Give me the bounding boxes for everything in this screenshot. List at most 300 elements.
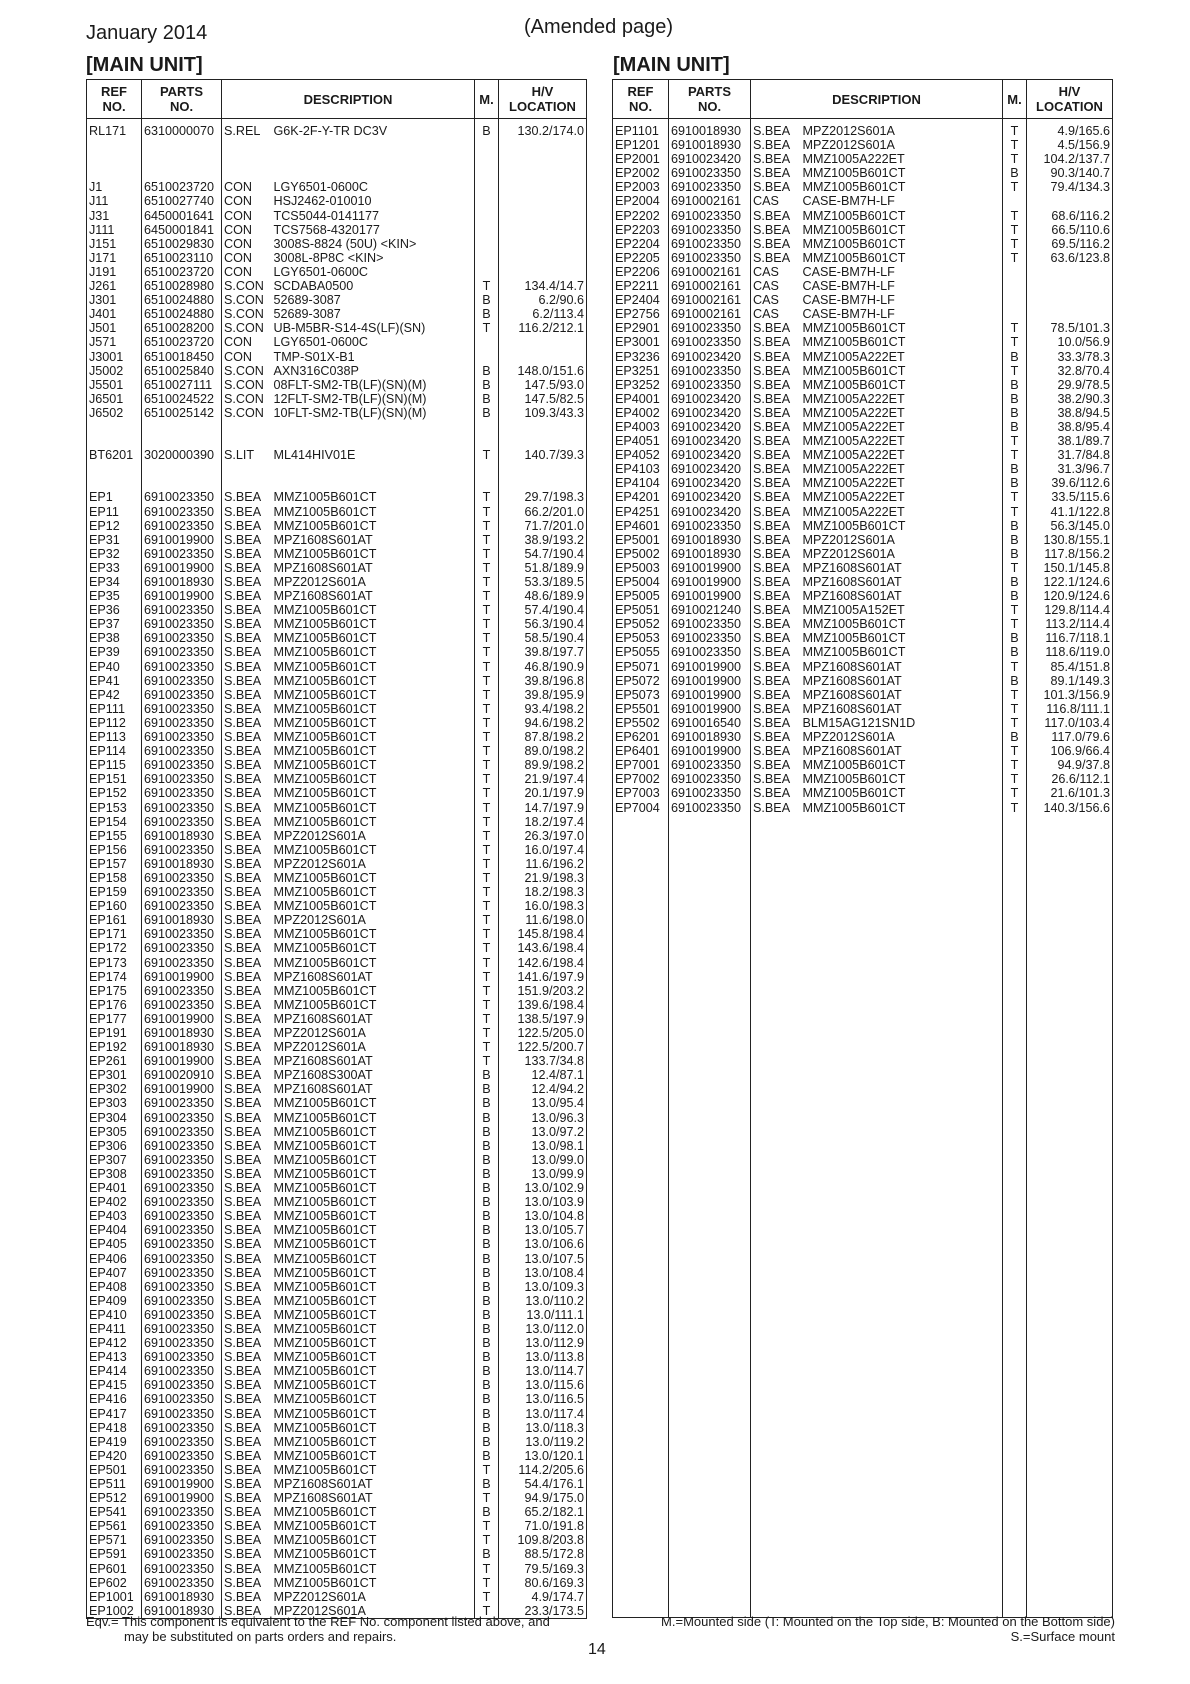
- mount-side: [475, 335, 499, 349]
- hv-location: 21.6/101.3: [1027, 786, 1113, 800]
- hv-location: 66.5/110.6: [1027, 223, 1113, 237]
- parts-no: 6910018930: [142, 1604, 222, 1619]
- hv-location: 143.6/198.4: [499, 941, 587, 955]
- parts-no: 6510028200: [142, 321, 222, 335]
- mount-side: T: [475, 998, 499, 1012]
- description: 10FLT-SM2-TB(LF)(SN)(M): [270, 406, 475, 420]
- table-row: [613, 730, 1113, 744]
- description: 3008S-8824 (50U) <KIN>: [270, 237, 475, 251]
- parts-no: 6510024880: [142, 293, 222, 307]
- ref-no: EP5501: [613, 702, 669, 716]
- mount-side: T: [1003, 801, 1027, 815]
- parts-no: 6910023350: [142, 1364, 222, 1378]
- hv-location: 31.3/96.7: [1027, 462, 1113, 476]
- category: S.BEA: [222, 956, 270, 970]
- parts-no: 6910023350: [142, 1350, 222, 1364]
- parts-no: 6910023350: [142, 998, 222, 1012]
- description: MMZ1005B601CT: [270, 843, 475, 857]
- mount-side: B: [1003, 519, 1027, 533]
- table-row: [87, 1505, 587, 1519]
- table-row: [613, 307, 1113, 321]
- parts-no: 6910019900: [669, 561, 751, 575]
- mount-side: T: [475, 674, 499, 688]
- mount-side: B: [475, 1421, 499, 1435]
- description: MPZ1608S601AT: [270, 1054, 475, 1068]
- table-row: [613, 660, 1113, 674]
- mount-side: T: [1003, 152, 1027, 166]
- ref-no: J191: [87, 265, 142, 279]
- ref-no: EP304: [87, 1111, 142, 1125]
- category: S.BEA: [751, 321, 799, 335]
- description: MMZ1005B601CT: [270, 885, 475, 899]
- ref-no: EP409: [87, 1294, 142, 1308]
- mount-side: B: [475, 1308, 499, 1322]
- hv-location: 13.0/109.3: [499, 1280, 587, 1294]
- ref-no: EP2206: [613, 265, 669, 279]
- description: MPZ1608S601AT: [799, 575, 1003, 589]
- mount-side: [1003, 279, 1027, 293]
- parts-no: 6910023350: [142, 1533, 222, 1547]
- ref-no: EP601: [87, 1562, 142, 1576]
- ref-no: EP39: [87, 645, 142, 659]
- table-row: [87, 519, 587, 533]
- ref-no: EP177: [87, 1012, 142, 1026]
- table-row: [87, 119, 587, 139]
- ref-no: J1: [87, 180, 142, 194]
- parts-no: 6910002161: [669, 293, 751, 307]
- hv-location: 71.0/191.8: [499, 1519, 587, 1533]
- description: MMZ1005B601CT: [270, 1223, 475, 1237]
- parts-no: 6910023350: [142, 899, 222, 913]
- hv-location: 13.0/105.7: [499, 1223, 587, 1237]
- hv-location: [499, 420, 587, 434]
- category: S.BEA: [222, 1026, 270, 1040]
- ref-no: EP402: [87, 1195, 142, 1209]
- description: MMZ1005A222ET: [799, 448, 1003, 462]
- hv-location: 122.5/200.7: [499, 1040, 587, 1054]
- page-date: January 2014: [86, 22, 208, 44]
- parts-no: 6910019900: [669, 688, 751, 702]
- category: S.CON: [222, 293, 270, 307]
- parts-no: 6910023350: [142, 1167, 222, 1181]
- parts-no: 6910019900: [669, 702, 751, 716]
- hv-location: 147.5/82.5: [499, 392, 587, 406]
- category: S.BEA: [222, 617, 270, 631]
- category: S.BEA: [222, 575, 270, 589]
- hv-location: 13.0/107.5: [499, 1252, 587, 1266]
- table-row: [613, 223, 1113, 237]
- description: MMZ1005B601CT: [270, 1167, 475, 1181]
- mount-side: T: [1003, 688, 1027, 702]
- table-row: [87, 772, 587, 786]
- parts-no: 6910023350: [142, 730, 222, 744]
- mount-side: B: [475, 1237, 499, 1251]
- description: MPZ1608S601AT: [270, 970, 475, 984]
- hv-location: 89.0/198.2: [499, 744, 587, 758]
- ref-no: EP1101: [613, 119, 669, 139]
- hv-location: [499, 462, 587, 476]
- parts-no: 6910019900: [669, 575, 751, 589]
- hv-location: 117.0/79.6: [1027, 730, 1113, 744]
- category: S.BEA: [222, 547, 270, 561]
- hv-location: 116.8/111.1: [1027, 702, 1113, 716]
- mount-side: T: [475, 899, 499, 913]
- table-row: [87, 237, 587, 251]
- ref-no: EP511: [87, 1477, 142, 1491]
- table-row: [87, 1153, 587, 1167]
- category: S.BEA: [751, 166, 799, 180]
- description: MMZ1005B601CT: [270, 1392, 475, 1406]
- category: S.BEA: [222, 927, 270, 941]
- description: MMZ1005B601CT: [270, 547, 475, 561]
- table-row: [613, 180, 1113, 194]
- description: CASE-BM7H-LF: [799, 265, 1003, 279]
- table-row: [87, 561, 587, 575]
- table-row: [87, 815, 587, 829]
- description: MMZ1005B601CT: [270, 1125, 475, 1139]
- description: MPZ1608S601AT: [799, 561, 1003, 575]
- ref-no: EP7003: [613, 786, 669, 800]
- ref-no: EP5001: [613, 533, 669, 547]
- hv-location: 23.3/173.5: [499, 1604, 587, 1619]
- parts-no: 6910019900: [142, 561, 222, 575]
- mount-side: T: [475, 801, 499, 815]
- parts-no: 6910023350: [142, 927, 222, 941]
- table-row: [613, 519, 1113, 533]
- ref-no: EP306: [87, 1139, 142, 1153]
- hv-location: 117.8/156.2: [1027, 547, 1113, 561]
- hv-location: [499, 180, 587, 194]
- description: MMZ1005B601CT: [270, 519, 475, 533]
- mount-side: T: [1003, 758, 1027, 772]
- parts-no: 6910019900: [142, 1082, 222, 1096]
- hv-location: 104.2/137.7: [1027, 152, 1113, 166]
- hv-location: [499, 350, 587, 364]
- hv-location: 140.7/39.3: [499, 448, 587, 462]
- table-row: [87, 1322, 587, 1336]
- table-row: [87, 801, 587, 815]
- table-row: [87, 166, 587, 180]
- ref-no: EP1001: [87, 1590, 142, 1604]
- description: MPZ1608S601AT: [270, 561, 475, 575]
- hv-location: 46.8/190.9: [499, 660, 587, 674]
- mount-side: B: [475, 1082, 499, 1096]
- description: MMZ1005A222ET: [799, 434, 1003, 448]
- hv-location: 122.1/124.6: [1027, 575, 1113, 589]
- description: ML414HIV01E: [270, 448, 475, 462]
- description: MMZ1005A152ET: [799, 603, 1003, 617]
- table-row: [87, 913, 587, 927]
- mount-side: T: [475, 857, 499, 871]
- table-row: [87, 1477, 587, 1491]
- ref-no: EP35: [87, 589, 142, 603]
- category: S.BEA: [222, 1040, 270, 1054]
- ref-no: J11: [87, 194, 142, 208]
- ref-no: EP172: [87, 941, 142, 955]
- ref-no: [87, 420, 142, 434]
- ref-no: EP301: [87, 1068, 142, 1082]
- description: [270, 420, 475, 434]
- category: S.BEA: [751, 406, 799, 420]
- mount-side: T: [475, 1026, 499, 1040]
- table-row: [87, 1562, 587, 1576]
- category: S.BEA: [751, 758, 799, 772]
- ref-no: EP159: [87, 885, 142, 899]
- table-row: [87, 1139, 587, 1153]
- mount-side: T: [1003, 702, 1027, 716]
- mount-side: T: [475, 490, 499, 504]
- parts-no: 6910023350: [142, 1421, 222, 1435]
- table-row: [87, 378, 587, 392]
- parts-no: 6910016540: [669, 716, 751, 730]
- parts-no: 6910023350: [669, 335, 751, 349]
- mount-side: [475, 138, 499, 152]
- description: MMZ1005B601CT: [270, 490, 475, 504]
- parts-no: 6910023350: [142, 1252, 222, 1266]
- mount-side: T: [475, 772, 499, 786]
- parts-no: 6910023350: [669, 631, 751, 645]
- hv-location: 94.9/175.0: [499, 1491, 587, 1505]
- table-row: [87, 265, 587, 279]
- category: S.BEA: [222, 1505, 270, 1519]
- category: S.BEA: [751, 364, 799, 378]
- mount-side: T: [475, 589, 499, 603]
- table-row: [87, 702, 587, 716]
- hv-location: 89.9/198.2: [499, 758, 587, 772]
- description: HSJ2462-010010: [270, 194, 475, 208]
- ref-no: J301: [87, 293, 142, 307]
- mount-side: B: [475, 1153, 499, 1167]
- parts-no: 6510023720: [142, 335, 222, 349]
- category: S.BEA: [222, 674, 270, 688]
- parts-no: 6310000070: [142, 119, 222, 139]
- table-row: [613, 476, 1113, 490]
- hv-location: 39.8/196.8: [499, 674, 587, 688]
- parts-no: 6910023350: [669, 209, 751, 223]
- category: S.BEA: [751, 645, 799, 659]
- description: MMZ1005B601CT: [799, 180, 1003, 194]
- ref-no: EP408: [87, 1280, 142, 1294]
- description: MMZ1005B601CT: [270, 1547, 475, 1561]
- ref-no: EP4103: [613, 462, 669, 476]
- mount-side: T: [475, 730, 499, 744]
- description: MMZ1005B601CT: [270, 772, 475, 786]
- mount-side: [1003, 307, 1027, 321]
- ref-no: EP158: [87, 871, 142, 885]
- ref-no: EP5002: [613, 547, 669, 561]
- mount-side: B: [1003, 392, 1027, 406]
- ref-no: EP561: [87, 1519, 142, 1533]
- mount-side: T: [475, 533, 499, 547]
- ref-no: EP2211: [613, 279, 669, 293]
- hv-location: 150.1/145.8: [1027, 561, 1113, 575]
- description: MMZ1005B601CT: [799, 223, 1003, 237]
- description: MMZ1005B601CT: [270, 1308, 475, 1322]
- hv-location: 71.7/201.0: [499, 519, 587, 533]
- mount-side: T: [475, 829, 499, 843]
- category: CON: [222, 194, 270, 208]
- parts-no: 6910023350: [142, 1125, 222, 1139]
- category: S.BEA: [751, 119, 799, 139]
- parts-no: 6910023350: [142, 744, 222, 758]
- ref-no: EP1002: [87, 1604, 142, 1619]
- parts-no: 6910023350: [142, 1195, 222, 1209]
- category: S.BEA: [222, 1336, 270, 1350]
- mount-side: T: [475, 843, 499, 857]
- ref-no: EP7004: [613, 801, 669, 815]
- ref-no: EP414: [87, 1364, 142, 1378]
- ref-no: RL171: [87, 119, 142, 139]
- parts-no: 6910018930: [669, 533, 751, 547]
- parts-no: 6910023350: [142, 772, 222, 786]
- mount-side: B: [475, 378, 499, 392]
- ref-no: EP418: [87, 1421, 142, 1435]
- description: CASE-BM7H-LF: [799, 293, 1003, 307]
- mount-side: T: [475, 1519, 499, 1533]
- parts-no: 6910023350: [142, 1576, 222, 1590]
- ref-no: EP113: [87, 730, 142, 744]
- table-row: [87, 786, 587, 800]
- description: MMZ1005B601CT: [270, 1336, 475, 1350]
- mount-side: [475, 434, 499, 448]
- description: MMZ1005B601CT: [799, 237, 1003, 251]
- category: S.BEA: [222, 857, 270, 871]
- hv-location: 48.6/189.9: [499, 589, 587, 603]
- parts-no: 6910023350: [142, 758, 222, 772]
- ref-no: EP42: [87, 688, 142, 702]
- description: MMZ1005B601CT: [270, 786, 475, 800]
- category: S.BEA: [751, 223, 799, 237]
- hv-location: 116.7/118.1: [1027, 631, 1113, 645]
- hv-location: 13.0/103.9: [499, 1195, 587, 1209]
- ref-no: EP4251: [613, 505, 669, 519]
- parts-no: 6910023350: [669, 321, 751, 335]
- mount-side: T: [475, 1040, 499, 1054]
- ref-no: EP6401: [613, 744, 669, 758]
- table-row: [87, 660, 587, 674]
- mount-side: T: [1003, 716, 1027, 730]
- parts-no: 6910019900: [142, 1054, 222, 1068]
- hv-location: 26.6/112.1: [1027, 772, 1113, 786]
- table-row: [87, 843, 587, 857]
- category: S.BEA: [222, 1576, 270, 1590]
- table-row: [87, 716, 587, 730]
- hv-location: 18.2/198.3: [499, 885, 587, 899]
- category: S.BEA: [222, 913, 270, 927]
- description: MPZ2012S601A: [270, 829, 475, 843]
- category: S.BEA: [751, 547, 799, 561]
- hv-location: 93.4/198.2: [499, 702, 587, 716]
- ref-no: EP5052: [613, 617, 669, 631]
- ref-no: EP5005: [613, 589, 669, 603]
- mount-side: T: [475, 716, 499, 730]
- parts-no: 6510024522: [142, 392, 222, 406]
- table-row: [87, 194, 587, 208]
- category: S.BEA: [222, 1209, 270, 1223]
- mount-side: B: [475, 1435, 499, 1449]
- parts-no: 6910023350: [142, 688, 222, 702]
- mount-side: B: [475, 364, 499, 378]
- hv-location: 113.2/114.4: [1027, 617, 1113, 631]
- description: MMZ1005B601CT: [270, 1209, 475, 1223]
- ref-no: EP407: [87, 1266, 142, 1280]
- category: S.BEA: [751, 350, 799, 364]
- ref-no: J401: [87, 307, 142, 321]
- hv-location: [499, 138, 587, 152]
- ref-no: [87, 434, 142, 448]
- category: S.BEA: [751, 801, 799, 815]
- hv-location: 80.6/169.3: [499, 1576, 587, 1590]
- col-header-mount: M.: [475, 80, 499, 119]
- ref-no: EP111: [87, 702, 142, 716]
- description: MMZ1005B601CT: [270, 730, 475, 744]
- table-row: [87, 984, 587, 998]
- ref-no: EP151: [87, 772, 142, 786]
- ref-no: EP2204: [613, 237, 669, 251]
- description: MPZ1608S601AT: [799, 688, 1003, 702]
- table-row: [613, 547, 1113, 561]
- ref-no: [87, 138, 142, 152]
- hv-location: 63.6/123.8: [1027, 251, 1113, 265]
- parts-no: 6910018930: [669, 119, 751, 139]
- description: [270, 166, 475, 180]
- table-row: [613, 279, 1113, 293]
- table-row: [87, 1364, 587, 1378]
- table-row: [87, 1195, 587, 1209]
- table-row: [87, 209, 587, 223]
- hv-location: 13.0/106.6: [499, 1237, 587, 1251]
- mount-side: T: [1003, 505, 1027, 519]
- mount-side: B: [1003, 631, 1027, 645]
- parts-no: 6910023350: [142, 1435, 222, 1449]
- mount-side: T: [475, 786, 499, 800]
- category: CON: [222, 209, 270, 223]
- parts-no: 6910019900: [142, 533, 222, 547]
- table-row: [613, 772, 1113, 786]
- parts-no: 6910023350: [142, 1449, 222, 1463]
- parts-no: 6910023350: [142, 1223, 222, 1237]
- category: S.BEA: [222, 1547, 270, 1561]
- ref-no: EP405: [87, 1237, 142, 1251]
- table-row: [87, 223, 587, 237]
- parts-no: 6910023350: [142, 1153, 222, 1167]
- ref-no: EP591: [87, 1547, 142, 1561]
- hv-location: 29.7/198.3: [499, 490, 587, 504]
- description: AXN316C038P: [270, 364, 475, 378]
- category: S.BEA: [222, 829, 270, 843]
- parts-no: 6910023350: [669, 645, 751, 659]
- parts-no: 6910023350: [142, 1111, 222, 1125]
- mount-side: T: [475, 1562, 499, 1576]
- description: MMZ1005A222ET: [799, 350, 1003, 364]
- hv-location: 56.3/190.4: [499, 617, 587, 631]
- description: MMZ1005B601CT: [270, 1421, 475, 1435]
- parts-no: 6910023350: [142, 1139, 222, 1153]
- mount-side: B: [475, 1449, 499, 1463]
- category: S.BEA: [751, 434, 799, 448]
- hv-location: 13.0/110.2: [499, 1294, 587, 1308]
- parts-no: 6910023350: [142, 547, 222, 561]
- table-row: [87, 462, 587, 476]
- hv-location: 13.0/117.4: [499, 1407, 587, 1421]
- table-row: [613, 716, 1113, 730]
- ref-no: EP4052: [613, 448, 669, 462]
- description: MMZ1005B601CT: [270, 645, 475, 659]
- category: S.BEA: [222, 716, 270, 730]
- mount-side: B: [475, 1111, 499, 1125]
- parts-no: 6910023420: [669, 462, 751, 476]
- parts-no: 6910023350: [142, 702, 222, 716]
